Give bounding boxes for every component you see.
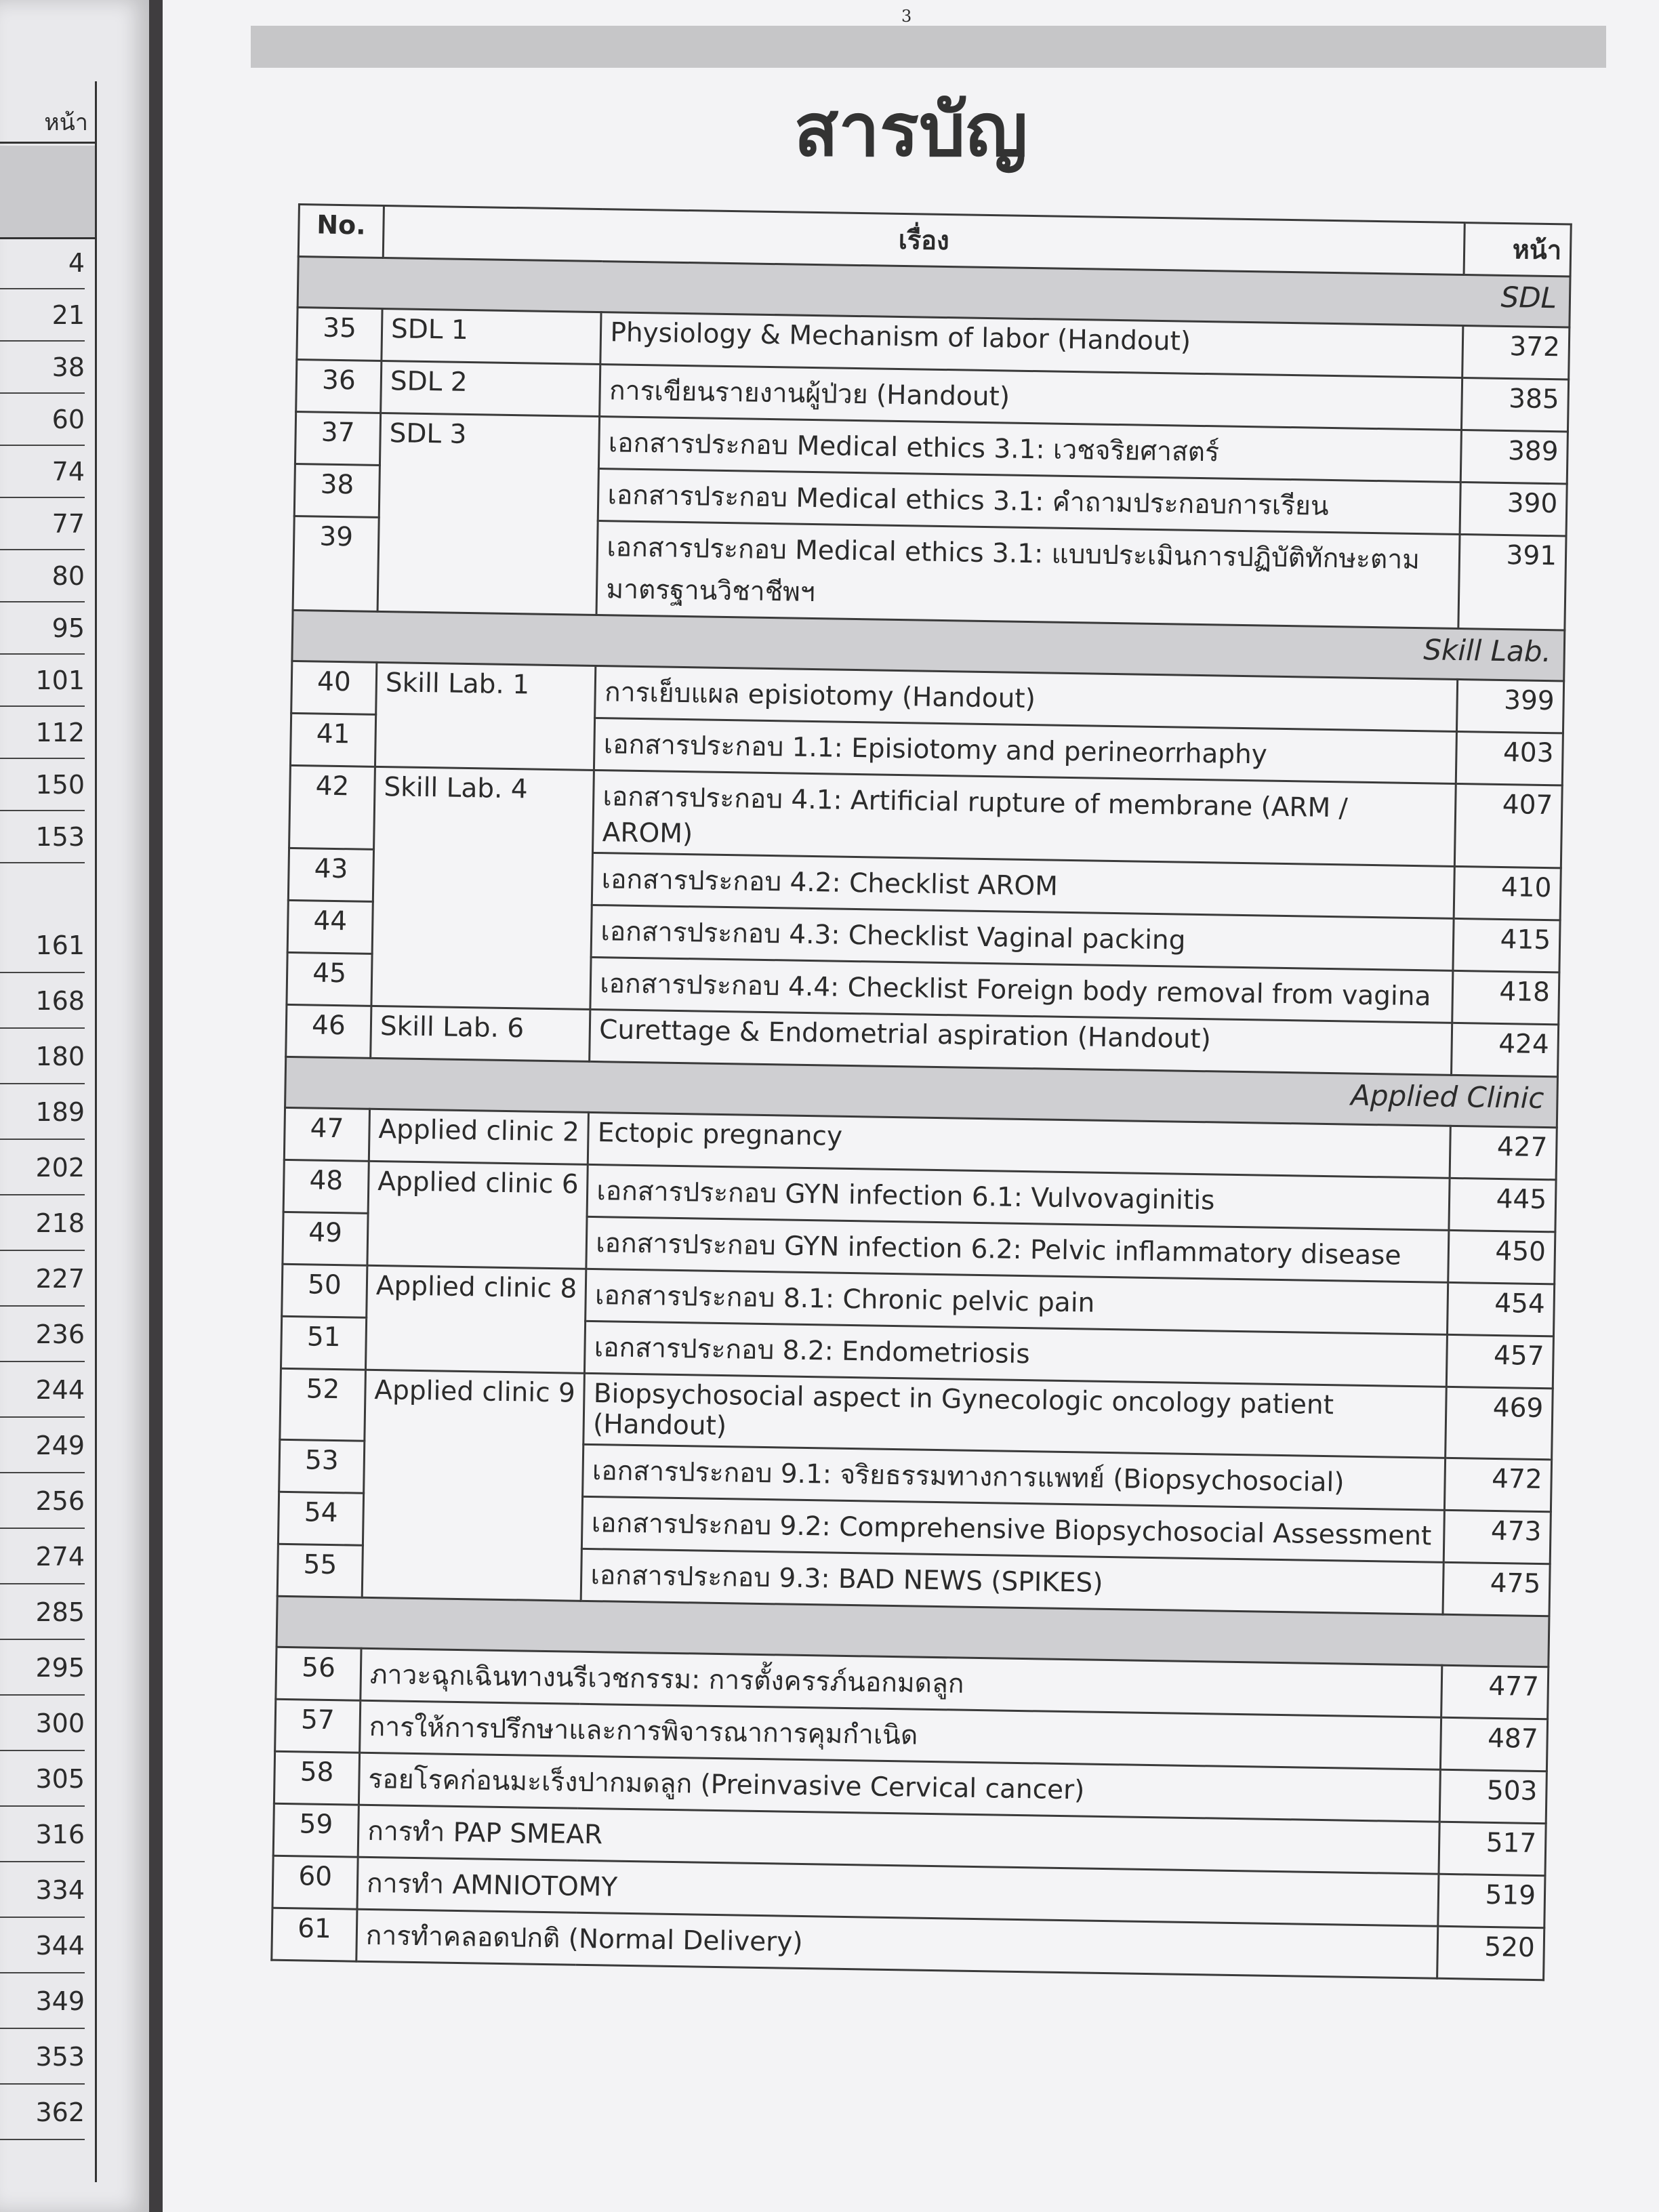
row-topic: การทำ PAP SMEAR [358,1805,1439,1874]
row-number: 45 [287,952,372,1006]
row-topic: เอกสารประกอบ 4.1: Artificial rupture of membrane (ARM / AROM) [593,770,1456,866]
left-page-shaded-band [0,146,95,239]
left-page-number: 244 [0,1362,85,1418]
row-number: 60 [272,1856,358,1909]
row-page: 477 [1441,1665,1549,1719]
row-topic: การเย็บแผล episiotomy (Handout) [595,665,1458,731]
left-page-number: 80 [0,550,85,602]
row-number: 61 [272,1908,357,1961]
left-page-number: 256 [0,1473,85,1529]
row-page: 520 [1437,1926,1544,1980]
row-number: 52 [280,1368,366,1441]
row-number: 55 [277,1544,363,1597]
row-topic: Biopsychosocial aspect in Gynecologic oncology patient (Handout) [583,1373,1446,1458]
row-topic: ภาวะฉุกเฉินทางนรีเวชกรรม: การตั้งครรภ์นอกมดลูก [361,1648,1442,1717]
row-page: 418 [1452,970,1559,1024]
left-page-number: 218 [0,1195,85,1251]
row-group: Applied clinic 9 [362,1370,585,1601]
row-page: 424 [1452,1023,1559,1076]
row-number: 57 [275,1699,361,1753]
left-page-number: 285 [0,1584,85,1640]
row-number: 38 [294,464,380,517]
row-page: 503 [1439,1769,1547,1823]
row-group: SDL 1 [382,308,601,364]
row-topic: เอกสารประกอบ 8.1: Chronic pelvic pain [586,1269,1448,1334]
left-page-number: 60 [0,394,85,446]
left-page-number: 362 [0,2085,85,2140]
row-page: 372 [1462,326,1570,380]
row-page: 517 [1439,1822,1546,1875]
section-label: SDL [298,257,1570,327]
toc-table [270,203,1572,1981]
left-page-number: 180 [0,1029,85,1084]
row-topic: เอกสารประกอบ Medical ethics 3.1: คำถามประกอบการเรียน [598,469,1461,535]
row-number: 39 [293,516,379,611]
row-number: 48 [283,1160,369,1213]
row-group: Skill Lab. 6 [371,1006,590,1061]
header-no: No. [298,205,384,258]
row-number: 50 [282,1264,367,1317]
row-topic: เอกสารประกอบ 9.3: BAD NEWS (SPIKES) [581,1549,1443,1614]
row-topic: การทำคลอดปกติ (Normal Delivery) [356,1909,1438,1978]
row-group: Applied clinic 6 [367,1161,588,1269]
left-page-number: 353 [0,2029,85,2085]
row-number: 53 [279,1439,365,1493]
row-page: 475 [1443,1562,1550,1616]
row-topic: Physiology & Mechanism of labor (Handout) [600,312,1463,378]
row-number: 51 [281,1316,366,1370]
left-page-number: 101 [0,655,85,707]
row-number: 58 [274,1751,359,1805]
left-page-number: 74 [0,446,85,498]
row-number: 54 [278,1492,363,1545]
header-page: หน้า [1464,223,1571,276]
left-page-number: 227 [0,1251,85,1307]
page-title: สารบัญ [794,88,1028,173]
section-label: Skill Lab. [292,610,1565,680]
left-page-number: 202 [0,1140,85,1195]
left-page-number: 300 [0,1696,85,1751]
row-topic: Ectopic pregnancy [588,1112,1451,1178]
row-topic: เอกสารประกอบ 8.2: Endometriosis [585,1321,1448,1387]
row-number: 49 [283,1212,368,1265]
row-page: 390 [1460,482,1567,535]
left-page-number: 21 [0,289,85,342]
row-topic: รอยโรคก่อนมะเร็งปากมดลูก (Preinvasive Cervical cancer) [359,1753,1440,1822]
row-number: 44 [287,900,373,954]
section-label: Applied Clinic [285,1057,1558,1127]
row-number: 59 [273,1803,359,1857]
toc-page [163,0,1659,2212]
left-page-number: 189 [0,1084,85,1140]
row-topic: การให้การปรึกษาและการพิจารณาการคุมกำเนิด [360,1700,1441,1769]
left-facing-page [0,0,149,2212]
left-page-number: 4 [0,237,85,289]
row-page: 427 [1450,1126,1557,1179]
row-topic: เอกสารประกอบ Medical ethics 3.1: แบบประเมินการปฏิบัติทักษะตามมาตรฐานวิชาชีพฯ [596,521,1460,629]
header-bar [251,26,1606,68]
row-page: 415 [1453,918,1560,972]
left-page-number: 344 [0,1918,85,1973]
left-page-number: 295 [0,1640,85,1696]
row-topic: การทำ AMNIOTOMY [357,1857,1439,1926]
row-page: 487 [1440,1717,1547,1771]
row-page: 457 [1446,1334,1553,1388]
row-topic: เอกสารประกอบ 4.3: Checklist Vaginal packing [591,905,1454,970]
row-topic: เอกสารประกอบ 4.2: Checklist AROM [592,853,1455,918]
left-page-number: 316 [0,1807,85,1862]
left-page-number: 150 [0,759,85,811]
row-number: 41 [290,713,375,766]
row-number: 42 [289,765,375,849]
row-page: 473 [1443,1510,1551,1563]
row-page: 410 [1454,866,1561,920]
row-topic: เอกสารประกอบ GYN infection 6.2: Pelvic inflammatory disease [586,1216,1449,1282]
row-topic: เอกสารประกอบ 9.1: จริยธรรมทางการแพทย์ (Biopsychosocial) [583,1444,1446,1510]
page-number: 3 [901,7,912,26]
left-page-number: 95 [0,602,85,655]
row-page: 391 [1458,534,1566,630]
left-page-number: 161 [0,918,85,973]
row-number: 36 [296,359,382,413]
left-page-number: 112 [0,707,85,759]
left-page-number: 236 [0,1307,85,1362]
row-group: Skill Lab. 1 [375,662,596,770]
left-page-number: 349 [0,1973,85,2029]
row-topic: เอกสารประกอบ 4.4: Checklist Foreign body removal from vagina [590,957,1453,1023]
row-page: 472 [1444,1458,1551,1511]
row-group: Skill Lab. 4 [371,766,594,1009]
header-topic: เรื่อง [383,205,1465,274]
row-topic: เอกสารประกอบ 1.1: Episiotomy and perineorrhaphy [594,718,1457,783]
row-topic: เอกสารประกอบ Medical ethics 3.1: เวชจริยศาสตร์ [599,417,1462,483]
row-page: 407 [1454,783,1562,867]
left-page-number: 168 [0,973,85,1029]
row-group: Applied clinic 2 [369,1109,588,1164]
row-number: 47 [284,1107,369,1161]
row-page: 519 [1438,1874,1545,1927]
left-page-header: หน้า [0,102,95,144]
row-page: 403 [1456,731,1563,785]
row-page: 450 [1448,1230,1555,1284]
row-page: 389 [1460,430,1568,484]
left-page-number: 153 [0,811,85,863]
row-group: SDL 3 [377,413,600,615]
left-page-number: 249 [0,1418,85,1473]
row-number: 37 [295,411,380,465]
row-topic: Curettage & Endometrial aspiration (Handout) [590,1009,1452,1075]
row-group: Applied clinic 8 [365,1265,586,1373]
left-page-number: 274 [0,1529,85,1584]
row-topic: การเขียนรายงานผู้ป่วย (Handout) [600,365,1462,430]
row-number: 56 [276,1647,361,1700]
left-page-number: 334 [0,1862,85,1918]
row-page: 399 [1456,679,1563,733]
left-page-number: 305 [0,1751,85,1807]
row-page: 469 [1446,1387,1553,1459]
row-topic: เอกสารประกอบ GYN infection 6.1: Vulvovaginitis [587,1164,1450,1230]
left-page-number: 77 [0,498,85,550]
left-page-number: 38 [0,342,85,394]
row-page: 454 [1447,1282,1554,1336]
row-number: 35 [297,308,382,361]
row-page: 445 [1449,1178,1556,1231]
row-number: 43 [288,848,373,901]
row-number: 46 [286,1004,371,1058]
row-group: SDL 2 [381,361,600,416]
row-number: 40 [291,661,377,714]
toc-body [272,257,1570,1980]
row-topic: เอกสารประกอบ 9.2: Comprehensive Biopsychosocial Assessment [582,1496,1445,1562]
row-page: 385 [1461,378,1568,432]
